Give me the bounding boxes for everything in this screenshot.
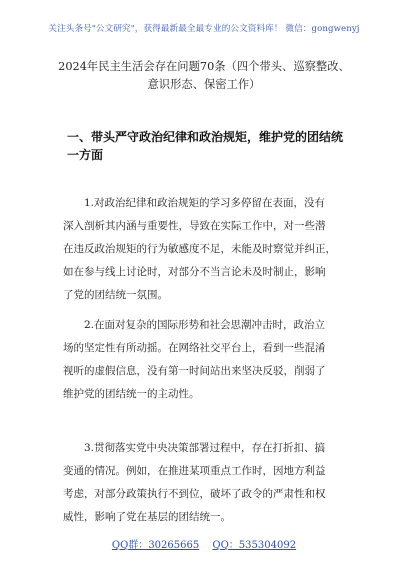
paragraph-line: 考虑，对部分政策执行不到位，破坏了政令的严肃性和权 xyxy=(63,488,326,500)
paragraph-line: 维护党的团结统一的主动性。 xyxy=(63,388,200,400)
section-heading-line: 一方面 xyxy=(67,148,104,162)
paragraph-1 xyxy=(63,192,353,307)
paragraph-line: 3.贯彻落实党中央决策部署过程中，存在打折扣、搞 xyxy=(84,442,326,454)
paragraph-line: 在违反政治规矩的行为敏感度不足，未能及时察觉并纠正， xyxy=(63,243,336,255)
paragraph-line: 如在参与线上讨论时，对部分不当言论未及时制止，影响 xyxy=(63,266,326,278)
paragraph-line: 变通的情况。例如，在推进某项重点工作时，因地方利益 xyxy=(63,465,326,477)
paragraph-line: 威性，影响了党在基层的团结统一。 xyxy=(63,511,231,523)
paragraph-line: 场的坚定性有所动摇。在网络社交平台上，看到一些混淆 xyxy=(63,342,326,354)
paragraph-line: 视听的虚假信息，没有第一时间站出来坚决反驳，削弱了 xyxy=(63,365,326,377)
footer xyxy=(0,536,408,551)
paragraph-2 xyxy=(63,314,353,406)
paragraph-line: 2.在面对复杂的国际形势和社会思潮冲击时，政治立 xyxy=(84,319,326,331)
title-line: 2024年民主生活会存在问题70条（四个带头、巡察整改、 xyxy=(58,60,350,73)
qq-group-link[interactable]: QQ群：30265665 xyxy=(111,540,200,551)
document-title xyxy=(52,58,356,94)
paragraph-line: 了党的团结统一氛围。 xyxy=(63,289,168,301)
section-heading-line: 一、带头严守政治纪律和政治规矩，维护党的团结统 xyxy=(67,130,344,144)
paragraph-line: 深入剖析其内涵与重要性，导致在实际工作中，对一些潜 xyxy=(63,220,326,232)
paragraph-3 xyxy=(63,437,353,529)
header-note: 关注头条号"公文研究"，获得最新最全最专业的公文资料库！ 微信：gongwenyj xyxy=(48,24,360,34)
title-line: 意识形态、保密工作） xyxy=(147,78,261,91)
qq-contact-link[interactable]: QQ：535304092 xyxy=(212,540,297,551)
section-heading xyxy=(67,128,357,164)
paragraph-line: 1.对政治纪律和政治规矩的学习多停留在表面，没有 xyxy=(84,197,326,209)
